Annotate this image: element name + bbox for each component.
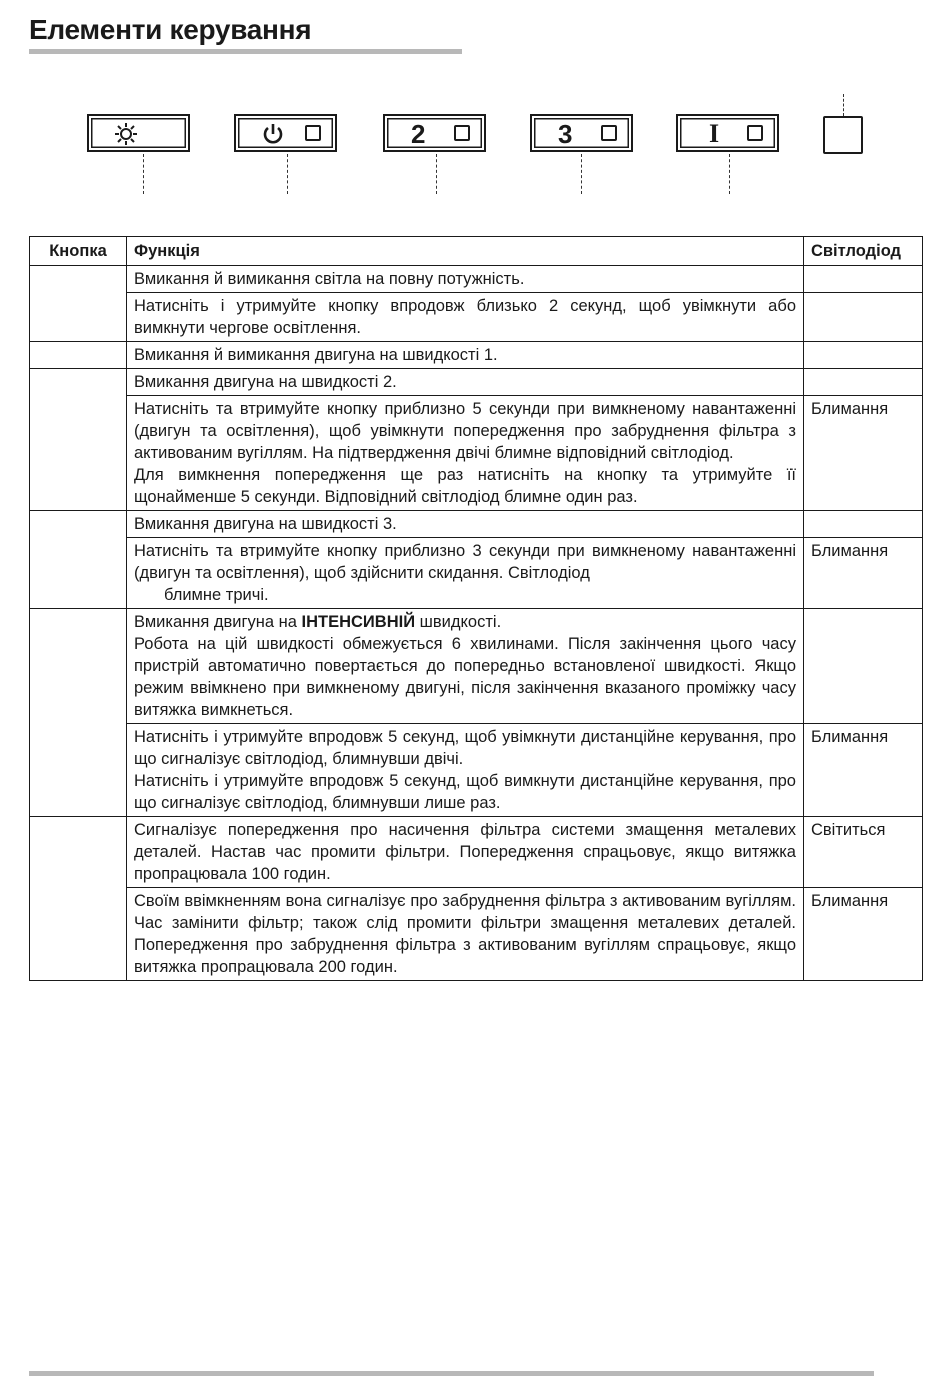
table-row xyxy=(30,511,923,538)
function-cell: Сигналізує попередження про насичення фільтра системи змащення металевих деталей. Настав час промити фільтри. Попередження спрацьовує, якщо витяжка пропрацювала 100 годин. xyxy=(127,817,804,888)
speed-2-button[interactable] xyxy=(383,114,486,152)
table-row xyxy=(30,817,923,888)
table-row xyxy=(30,342,923,369)
leader-line xyxy=(729,154,730,194)
function-cell xyxy=(127,396,804,511)
led-cell: Блимання xyxy=(804,724,923,817)
led-cell xyxy=(804,266,923,293)
bold-text: ІНТЕНСИВНІЙ xyxy=(301,613,416,631)
leader-line xyxy=(287,154,288,194)
header-led: Світлодіод xyxy=(804,237,923,266)
table-row xyxy=(30,293,923,342)
page-title: Елементи керування xyxy=(29,14,312,45)
table-row xyxy=(30,396,923,511)
leader-line xyxy=(843,94,844,116)
function-cell xyxy=(127,609,804,724)
paragraph: Робота на цій швидкості обмежується 6 хвилинами. Після закінчення цього часу пристрій автоматично повертається до попередньо встановленої швидкості. Якщо режим ввімкнено при вимкненому двигуні, після закінчення вказаного проміжку часу витяжка вимкнеться. xyxy=(134,635,796,719)
led-cell xyxy=(804,511,923,538)
text-span: швидкості. xyxy=(415,613,502,631)
led-cell xyxy=(804,609,923,724)
led-cell: Блимання xyxy=(804,396,923,511)
table-row xyxy=(30,888,923,981)
function-cell: Натисніть і утримуйте кнопку впродовж близько 2 секунд, щоб увімкнути або вимкнути чергове освітлення. xyxy=(127,293,804,342)
function-cell: Своїм ввімкненням вона сигналізує про забруднення фільтра з активованим вугіллям. Час замінити фільтр; також слід промити фільтри змащення металевих деталей. Попередження про забруднення фільтра з активованим вугіллям спрацьовує, якщо витяжка пропрацювала 200 годин. xyxy=(127,888,804,981)
table-row xyxy=(30,266,923,293)
header-button: Кнопка xyxy=(30,237,127,266)
paragraph: Натисніть і утримуйте впродовж 5 секунд, щоб вимкнути дистанційне керування, про що сигналізує світлодіод, блимнувши лише раз. xyxy=(134,772,796,812)
leader-line xyxy=(436,154,437,194)
title-underline xyxy=(29,49,462,54)
header-function: Функція xyxy=(127,237,804,266)
power-icon xyxy=(261,122,285,146)
filter-led-indicator xyxy=(823,116,863,154)
led-indicator xyxy=(454,125,470,141)
function-cell xyxy=(127,724,804,817)
paragraph: Для вимкнення попередження ще раз натисніть на кнопку та утримуйте її щонайменше 5 секунди. Відповідний світлодіод блимне один раз. xyxy=(134,466,796,506)
sun-light-icon xyxy=(114,122,138,146)
leader-line xyxy=(581,154,582,194)
table-row xyxy=(30,609,923,724)
led-indicator xyxy=(747,125,763,141)
table-row xyxy=(30,369,923,396)
button-cell xyxy=(30,817,127,981)
paragraph xyxy=(134,611,796,633)
function-cell: Вмикання й вимикання світла на повну потужність. xyxy=(127,266,804,293)
button-symbol: I xyxy=(709,119,720,148)
function-cell xyxy=(127,538,804,609)
button-cell xyxy=(30,266,127,342)
function-cell: Вмикання двигуна на швидкості 2. xyxy=(127,369,804,396)
speed-3-button[interactable] xyxy=(530,114,633,152)
button-symbol: 3 xyxy=(558,119,573,149)
button-symbol: 2 xyxy=(411,119,426,149)
button-cell xyxy=(30,511,127,609)
control-panel-diagram xyxy=(0,90,950,200)
table-header-row xyxy=(30,237,923,266)
text-span: Вмикання двигуна на xyxy=(134,613,302,631)
function-cell: Вмикання двигуна на швидкості 3. xyxy=(127,511,804,538)
table-row xyxy=(30,538,923,609)
button-cell xyxy=(30,342,127,369)
paragraph: Натисніть та втримуйте кнопку приблизно 5 секунди при вимкненому навантаженні (двигун та освітлення), щоб увімкнути попередження про забруднення фільтра з активованим вугіллям. На підтвердження двічі блимне відповідний світлодіод. xyxy=(134,400,796,462)
led-indicator xyxy=(305,125,321,141)
led-cell: Світиться xyxy=(804,817,923,888)
paragraph: Натисніть і утримуйте впродовж 5 секунд, щоб увімкнути дистанційне керування, про що сигналізує світлодіод, блимнувши двічі. xyxy=(134,728,796,768)
led-cell: Блимання xyxy=(804,538,923,609)
led-cell: Блимання xyxy=(804,888,923,981)
led-cell xyxy=(804,342,923,369)
footer-rule xyxy=(29,1371,874,1376)
led-indicator xyxy=(601,125,617,141)
power-button[interactable] xyxy=(234,114,337,152)
table-row xyxy=(30,724,923,817)
button-cell xyxy=(30,609,127,817)
led-cell xyxy=(804,293,923,342)
leader-line xyxy=(143,154,144,194)
paragraph: Натисніть та втримуйте кнопку приблизно 3 секунди при вимкненому навантаженні (двигун та освітлення), щоб здійснити скидання. Світлодіод xyxy=(134,542,796,582)
function-table xyxy=(29,236,923,981)
paragraph: блимне тричі. xyxy=(164,586,269,604)
function-cell: Вмикання й вимикання двигуна на швидкості 1. xyxy=(127,342,804,369)
intensive-button[interactable] xyxy=(676,114,779,152)
led-cell xyxy=(804,369,923,396)
light-button[interactable] xyxy=(87,114,190,152)
button-cell xyxy=(30,369,127,511)
